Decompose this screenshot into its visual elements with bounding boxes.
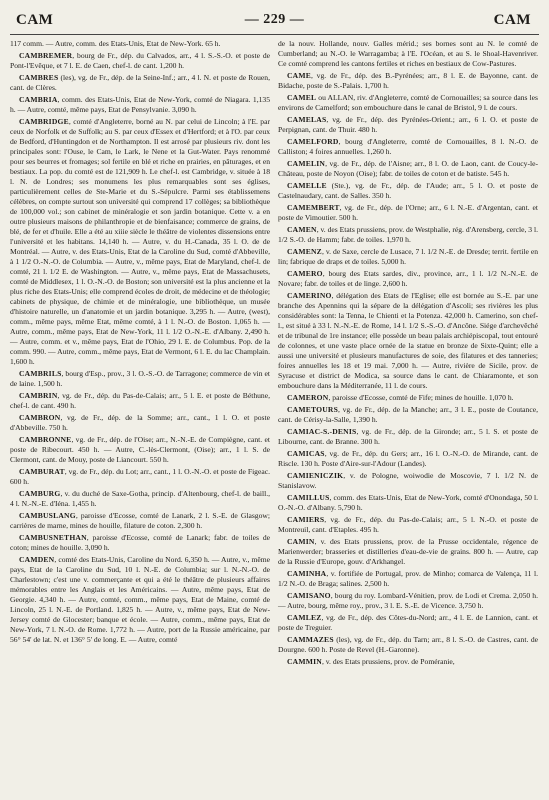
entry-headword: CAMELLE [287, 181, 327, 190]
entry-text: , v. des Etats prussiens, prov. de Poméranie, [321, 657, 455, 666]
entry-text: , bourg de Fr., dép. du Calvados, arr., 4 l. S.-S.-O. et poste de Pont-l'Evêque, et 7 l. E. de Caen, chef-l. de cant. 1,200 h. [10, 51, 270, 70]
entry-text: ou ALLAN, riv. d'Angleterre, comté de Cornouailles; sa source dans les environs de Camelford; son embouchure dans le canal de Bristol, 9 l. de cours. [278, 93, 538, 112]
entry-text: , vg. de Fr., dép. des Pyrénées-Orient.; arr., 6 l. O. et poste de Perpignan, cant. de Thuir. 480 h. [278, 115, 538, 134]
running-head-left: CAM [16, 12, 54, 28]
entry-text: , vg. de Fr., dép. du Lot; arr., cant., 1 l. O.-N.-O. et poste de Figeac. 600 h. [10, 467, 270, 486]
dictionary-entry [278, 613, 538, 633]
entry-headword: CAME [287, 71, 312, 80]
entry-text: , v. fortifiée de Portugal, prov. de Minho; comarca de Valença, 11 l. 1/2 N.-O. de Braga; salines. 2,500 h. [278, 569, 538, 588]
dictionary-entry [278, 493, 538, 513]
entry-headword: CAMIN [287, 537, 315, 546]
dictionary-entry [10, 39, 270, 49]
entry-text: , vg. de Fr., dép. du Pas-de-Calais; arr., 5 l. N.-O. et poste de Montreuil, cant. d'Etaples. 495 h. [278, 515, 538, 534]
dictionary-entry [278, 137, 538, 157]
entry-headword: CAMBREMER [19, 51, 73, 60]
entry-text: , vg. de Fr., dép. des Côtes-du-Nord; arr., 4 l. E. de Lannion, cant. et poste de Treguier. [278, 613, 538, 632]
dictionary-entry [278, 591, 538, 611]
entry-headword: CAMBRIA [19, 95, 58, 104]
entry-headword: CAMERINO [287, 291, 332, 300]
entry-headword: CAMBURAT [19, 467, 65, 476]
dictionary-entry [278, 71, 538, 91]
entry-text: (les), vg. de Fr., dép. du Tarn; arr., 8 l. S.-O. de Castres, cant. de Dourgne. 600 h. Poste de Revel (H.-Garonne). [278, 635, 538, 654]
dictionary-entry [278, 115, 538, 135]
dictionary-entry [278, 657, 538, 667]
dictionary-entry [278, 247, 538, 267]
dictionary-entry [10, 413, 270, 433]
entry-text: , v. de Pologne, woiwodie de Moscovie, 7 l. 1/2 N. de Stanislavow. [278, 471, 538, 490]
dictionary-entry [278, 405, 538, 425]
entry-headword: CAMBRILS [19, 369, 62, 378]
entry-headword: CAMINHA [287, 569, 327, 578]
dictionary-entry [278, 269, 538, 289]
dictionary-entry [278, 225, 538, 245]
entry-headword: CAMILLUS [287, 493, 330, 502]
dictionary-entry [10, 435, 270, 465]
dictionary-entry [278, 515, 538, 535]
entry-text: , bourg du roy. Lombard-Vénitien, prov. de Lodi et Crema. 2,050 h. — Autre, bourg, même roy., prov., 3 l. E. S.-E. de Vicence. 3,750 h. [278, 591, 538, 610]
page-number: — 229 — [244, 12, 305, 27]
dictionary-entry [278, 159, 538, 179]
entry-text: , paroisse d'Ecosse, comté de Fife; mines de houille. 1,070 h. [328, 393, 514, 402]
entry-text: , bourg d'Esp., prov., 3 l. O.-S.-O. de Tarragone; commerce de vin et de laine. 1,500 h. [10, 369, 270, 388]
entry-text: , comté des Etats-Unis, Caroline du Nord. 6,350 h. — Autre, v., même pays, Etat de la Caroline du Sud, 10 l. N.-E. de Columbia; sur l. N.-N.-O. de Charlestown; c'est une v. commerçante et qui a été le théâtre de plusieurs affaires mémorables entre les Anglais et les Américains. — Autre, même pays, Etat de Georgie. 4,340 h. — Autre, comté, comm., même pays, Etat de Maine, comté de Lincoln, 25 l. N.-E. de Portland. 1,825 h. — Autre, v., même pays, Etat de New-Jersey comté de Glocester; banque et école. — Autre, comm., même pays, Etat de New-York, 7 l. N.-O. de Rome. 1,772 h. — Autre, port de la Russie américaine, par 56° 54' de lat. N. et 136° 5' de long. E. — Autre, comté [10, 555, 270, 644]
entry-headword: CAMBRON [19, 413, 61, 422]
entry-headword: CAMBURG [19, 489, 61, 498]
dictionary-entry [278, 93, 538, 113]
dictionary-entry [10, 489, 270, 509]
entry-text: , comm. des Etats-Unis, Etat de New-York, comté de Niagara. 1,135 h. — Autre, comté, même pays, Etat de Pensylvanie. 3,090 h. [10, 95, 270, 114]
entry-text: , bourg d'Angleterre, comté de Cornouailles, 8 l. N.-O. de Calliston; 4 foires annuelles. 1,260 h. [278, 137, 538, 156]
entry-headword: CAMMAZES [287, 635, 334, 644]
entry-text: (les), vg. de Fr., dép. de la Seine-Inf.; arr., 4 l. N. et poste de Rouen, cant. de Clères. [10, 73, 270, 92]
dictionary-entry [278, 449, 538, 469]
entry-text: , vg. de Fr., dép. de la Gironde; arr., 5 l. S. et poste de Libourne, cant. de Branne. 300 h. [278, 427, 538, 446]
dictionary-entry [278, 39, 538, 69]
entry-headword: CAMLEZ [287, 613, 322, 622]
entry-headword: CAMISANO [287, 591, 331, 600]
entry-text: , vg. de Fr., dép. de l'Oise; arr., N.-N.-E. de Compiègne, cant. et poste de Ribecourt. 450 h. — Autre, C.-lès-Clermont, (Oise); arr., 1 l. S. de Clermont, cant. de Mouy, poste de Liancourt. 550 h. [10, 435, 270, 464]
entry-text: , v. des Etats prussiens, prov. de Westphalie, rég. d'Arensberg, cercle, 3 l. 1/2 S.-O. de Hamm; fabr. de toiles. 1,970 h. [278, 225, 538, 244]
dictionary-entry [278, 471, 538, 491]
dictionary-entry [278, 635, 538, 655]
entry-text: , vg. de Fr., dép. du Pas-de-Calais; arr., 5 l. E. et poste de Béthune, chef-l. de cant. 490 h. [10, 391, 270, 410]
dictionary-entry [10, 511, 270, 531]
entry-headword: CAMELAS [287, 115, 327, 124]
dictionary-entry [10, 117, 270, 367]
entry-text: , vg. de Fr., dép. de la Somme; arr., cant., 1 l. O. et poste d'Abbeville. 750 h. [10, 413, 270, 432]
entry-text: , vg. de Fr., dép. de l'Aisne; arr., 8 l. O. de Laon, cant. de Coucy-le-Château, poste de Noyon (Oise); fabr. de toiles de coton et de batiste. 545 h. [278, 159, 538, 178]
dictionary-entry [278, 569, 538, 589]
entry-headword: CAMENZ [287, 247, 322, 256]
dictionary-entry [10, 555, 270, 645]
entry-headword: CAMEMBERT [287, 203, 340, 212]
entry-text: , v. du duché de Saxe-Gotha, princip. d'Altenbourg, chef-l. de baill., 4 l. N.-N.-E. d'Iéna. 1,455 h. [10, 489, 270, 508]
entry-text: , vg. de Fr., dép. de l'Orne; arr., 6 l. N.-E. d'Argentan, cant. et poste de Vimoutier. 500 h. [278, 203, 538, 222]
dictionary-entry [278, 537, 538, 567]
entry-headword: CAMETOURS [287, 405, 339, 414]
entry-text: , vg. de Fr., dép. des B.-Pyrénées; arr., 8 l. E. de Bayonne, cant. de Bidache, poste de S.-Palais. 1,700 h. [278, 71, 538, 90]
dictionary-entry [278, 393, 538, 403]
entry-headword: CAMBUSNETHAN [19, 533, 87, 542]
entry-headword: CAMICAS [287, 449, 325, 458]
entry-headword: CAMELFORD [287, 137, 339, 146]
entry-headword: CAMERO [287, 269, 323, 278]
text-columns [10, 35, 539, 669]
entry-headword: CAMEL [287, 93, 317, 102]
entry-headword: CAMELIN [287, 159, 326, 168]
dictionary-entry [10, 369, 270, 389]
entry-headword: CAMIAC-S.-DENIS [287, 427, 357, 436]
page-header [10, 10, 539, 35]
entry-headword: CAMBRES [19, 73, 59, 82]
entry-headword: CAMBRIN [19, 391, 58, 400]
entry-headword: CAMBUSLANG [19, 511, 76, 520]
entry-text: , v. des Etats prussiens, prov. de la Prusse occidentale, régence de Marienwerder; brasseries et distilleries d'eau-de-vie de grains. 800 h. — Autre, cap de la Russie d'Europe, gouv. d'Arkhangel. [278, 537, 538, 566]
dictionary-entry [278, 427, 538, 447]
dictionary-entry [10, 391, 270, 411]
entry-text: (Ste.), vg. de Fr., dép. de l'Aude; arr., 5 l. O. et poste de Castelnaudary, cant. de Salles. 350 h. [278, 181, 538, 200]
running-head-right: CAM [493, 12, 531, 28]
dictionary-entry [10, 95, 270, 115]
right-column [278, 39, 538, 669]
entry-headword: CAMBRONNE [19, 435, 72, 444]
entry-headword: CAMEN [287, 225, 317, 234]
dictionary-entry [278, 181, 538, 201]
entry-text: 117 comm. — Autre, comm. des Etats-Unis, Etat de New-York. 65 h. [10, 39, 221, 48]
entry-headword: CAMBRIDGE [19, 117, 69, 126]
entry-text: , vg. de Fr., dép. de la Manche; arr., 3 l. E., poste de Coutance, cant. de Cérisy-la-Salle, 1,390 h. [278, 405, 538, 424]
entry-text: , paroisse d'Ecosse, comté de Lanark, 2 l. S.-E. de Glasgow; carrières de marne, mines de houille, filature de coton. 2,300 h. [10, 511, 270, 530]
entry-text: , délégation des Etats de l'Eglise; elle est bornée au S.-E. par une branche des Apennins qui la sépare de la délégation d'Ascoli; ses rivières les plus considérables sont: la Tenna, le Chienti et la Potenza. 42,000 h. Camerino, son chef-l., est situé à 33 l. N.-N.-E. de Rome, 14 l. 1/2 S.-S.-O. d'Ancône. Siége d'archevêché et de tribunal de 1re instance; elle possède un beau palais archiépiscopal, tout entouré de colonnes, et une vaste place ornée de la statue en bronze de Sixte-Quint; elle a aussi une université et plusieurs manufactures de soie, des filatures et des tanneries; foires annuelles les 18 et 19 mai. 7,000 h. — Autre, rivière de Sicile, prov. de Syracuse et district de Modica, sa source dans le cant. de Chiaramonte, et son embouchure dans la Méditerranée, 11 l. de cours. [278, 291, 538, 390]
dictionary-entry [10, 73, 270, 93]
entry-text: , comm. des Etats-Unis, Etat de New-York, comté d'Onondaga, 50 l. O.-N.-O. d'Albany. 5,790 h. [278, 493, 538, 512]
dictionary-entry [10, 51, 270, 71]
left-column [10, 39, 270, 669]
entry-text: , paroisse d'Ecosse, comté de Lanark; fabr. de toiles de coton; mines de houille. 3,090 h. [10, 533, 270, 552]
entry-text: , vg. de Fr., dép. du Gers; arr., 16 l. O.-N.-O. de Mirande, cant. de Riscle. 130 h. Poste d'Aire-sur-l'Adour (Landes). [278, 449, 538, 468]
entry-text: , v. de Saxe, cercle de Lusace, 7 l. 1/2 N.-E. de Dresde; territ. fertile en lin; fabrique de draps et de toiles. 5,000 h. [278, 247, 538, 266]
dictionary-entry [278, 203, 538, 223]
entry-headword: CAMIENICZIK [287, 471, 344, 480]
dictionary-entry [278, 291, 538, 391]
entry-headword: CAMDEN [19, 555, 55, 564]
entry-text: , comté d'Angleterre, borné au N. par celui de Lincoln; à l'E. par ceux de Norfolk et de Suffolk; au S. par ceux d'Essex et d'Hertford; et à l'O. par ceux de Bedford, d'Huntingdon et de Northampton. Il est arrosé par plusieurs riv. dont les principales sont: l'Ouse, le Cam, le Lark, le Nene et la Gut-Water. Pays renommé pour ses beurres et fromages; sol fertile en blé et riche en prairies, en pâturages, et en bestiaux. La pop. du comté est de 121,909 h. Le chef-l. est Cambridge, v. située à 18 l. N. de Londres; ses monumens les plus remarquables sont ses églises, particulièrement celles de Ste-Marie et du S.-Sépulcre. Parmi ses établissemens célèbres, on compte surtout son université qui comprend 17 collèges; sa bibliothèque de 100,000 vol.; son cabinet de minéralogie et son jardin botanique. Cette v. a en outre plusieurs maisons de philanthropie et de bienfaisance; commerce de grains, de blé, de fer et d'huile. Elle a été au xiiie siècle le théâtre de violentes dissensions entre l'université et les habitans. 14,140 h. — Autre, v. du H.-Canada, 35 l. O. de de Montréal. — Autre, v. des Etats-Unis, Etat de la Caroline du Sud, comté d'Abbeville, à 1 1/2 O.-N.-O. de Columbia. — Autre, v., même pays, Etat de Maryland, chef-l. de comté, 21 l. 1/2 E. de Washington. — Autre, v., même pays, Etat de Massachusets, comté de Middlesex, 1 l. O.-N.-O. de Boston; son université est la plus ancienne et la plus riche des Etats-Unis; elle comprend écoles de droit, de médecine et de théologie; cabinets de physique, de chimie et de minéralogie, une bibliothèque, un musée d'histoire naturelle, un d'anatomie et un jardin botanique. 3,295 h. — Autre, (west), comm., même pays, même Etat, même comté, à 1 l. N.-O. de Boston. 1,065 h. — Autre, comm., même pays, Etat de New-York, 11 l. 1/2 O.-N.-E. d'Albany. 2,490 h. — Autre, comm. et v., même pays, Etat de l'Ohio, 29 l. E. de Columbus. Pop. de la comm. 990. — Autre, comm., même pays, Etat de Vermont, 6 l. E. du lac Champlain. 1,600 h. [10, 117, 270, 366]
entry-headword: CAMMIN [287, 657, 322, 666]
entry-text: de la nouv. Hollande, nouv. Galles mérid.; ses bornes sont au N. le comté de Cumberland; au N.-O. le Warragamba; à l'E. l'Océan, et au S. le Shoal-Havenriver. Ce comté comprend les cantons fertiles et riches en bestiaux de Cow-Pastures. [278, 39, 538, 68]
dictionary-entry [10, 533, 270, 553]
entry-headword: CAMERON [287, 393, 329, 402]
dictionary-entry [10, 467, 270, 487]
entry-headword: CAMIERS [287, 515, 325, 524]
entry-text: , bourg des Etats sardes, div., province, arr., 1 l. 1/2 N.-N.-E. de Novare; fabr. de toiles et de linge. 2,600 h. [278, 269, 538, 288]
